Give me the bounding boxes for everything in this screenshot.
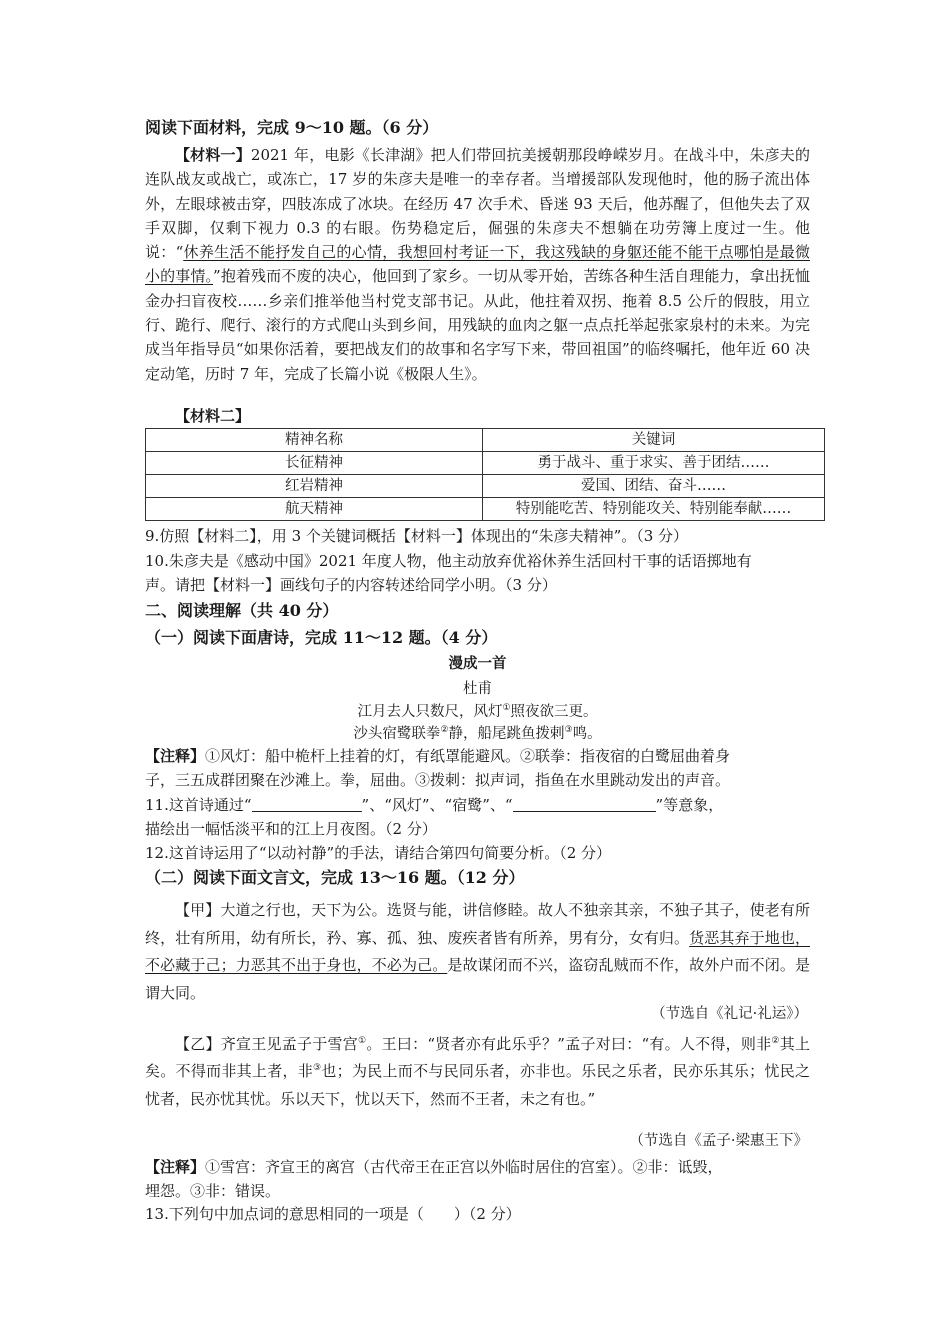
answer-blank[interactable]	[513, 796, 656, 812]
q9-10-heading: 阅读下面材料，完成 9～10 题。（6 分）	[145, 118, 439, 137]
material-1-label: 【材料一】	[175, 146, 251, 164]
table-row	[146, 475, 825, 498]
table-cell: 长征精神	[146, 452, 483, 475]
passage-jia-label: 【甲】	[175, 901, 221, 919]
poem-text: 鸣。	[572, 726, 602, 742]
table-row	[146, 452, 825, 475]
spirit-keyword-table	[145, 428, 825, 521]
notes-label: 【注释】	[145, 1158, 206, 1176]
classical-notes-line-1	[145, 1157, 723, 1177]
question-13: 13.下列句中加点词的意思相同的一项是（ ）（2 分）	[145, 1205, 521, 1223]
notes-label: 【注释】	[145, 747, 206, 765]
q11-text: ”、“风灯”、“宿鹭”、“	[361, 796, 513, 814]
q11-text: ”等意象，	[655, 796, 724, 814]
footnote-marker: ③	[313, 1063, 322, 1074]
material-1-underlined-sentence: 休养生活不能抒发自己的心情，我想回村考证一下，我这残缺的身躯还能不能干点哪怕是最微小的事情。	[145, 243, 810, 286]
poem-title: 漫成一首	[448, 655, 507, 672]
table-cell: 爱国、团结、奋斗……	[483, 475, 825, 498]
poem-text: 江月去人只数尺，风灯	[357, 704, 503, 720]
answer-blank[interactable]	[252, 796, 362, 812]
table-cell: 航天精神	[146, 498, 483, 521]
footnote-marker: ②	[440, 725, 449, 736]
question-11-line-1	[145, 795, 723, 815]
classical-notes-line-2: 埋怨。③非：错误。	[145, 1182, 281, 1200]
poem-text: 照夜欲三更。	[510, 704, 598, 720]
question-10-line-1: 10.朱彦夫是《感动中国》2021 年度人物，他主动放弃优裕休养生活回村干事的话语掷地有	[145, 552, 752, 570]
poem-notes-line-2: 子，三五成群团聚在沙滩上。拳，屈曲。③拨刺：拟声词，指鱼在水里跳动发出的声音。	[145, 771, 731, 789]
table-cell: 红岩精神	[146, 475, 483, 498]
classical-text-heading: （二）阅读下面文言文，完成 13～16 题。（12 分）	[145, 868, 525, 887]
poem-text: 静，船尾跳鱼拨剌	[448, 726, 565, 742]
notes-text: ①雪宫：齐宣王的离宫（古代帝王在正宫以外临时居住的宫室）。②非：诋毁，	[205, 1158, 723, 1176]
passage-yi-text: 。王曰：“贤者亦有此乐乎？”孟子对曰：“有。人不得，则非	[366, 1035, 772, 1053]
material-1-paragraph	[145, 143, 810, 386]
poem-text: 沙头宿鹭联拳	[353, 726, 441, 742]
material-1-text-a: 2021 年，电影《长津湖》把人们带回抗美援朝那段峥嵘岁月。在战斗中，朱彦夫的连队战友或战亡，或冻亡，17 岁的朱彦夫是唯一的幸存者。当增援部队发现他时，他的肠子流出体外，左眼球被击穿，四肢冻成了冰块。在经历 47 次手术、昏迷 93 天后，他苏醒了，但他失去了双手双脚，仅剩下视力 0.3 的右眼。伤势稳定后，倔强的朱彦夫不想躺在功劳簿上度过一生。他说：“	[145, 146, 810, 262]
passage-yi-text: 齐宣王见孟子于雪宫	[220, 1035, 359, 1053]
passage-jia-source: （节选自《礼记·礼运》）	[651, 1006, 808, 1022]
q11-text: 11.这首诗通过“	[145, 796, 252, 814]
question-9: 9.仿照【材料二】，用 3 个关键词概括【材料一】体现出的“朱彦夫精神”。（3 分）	[145, 527, 689, 545]
table-header-row	[146, 429, 825, 452]
passage-jia-underlined: 货恶其弃于地也，不必藏于己；力恶其不出于身也，不必为己。	[145, 928, 810, 975]
question-10-line-2: 声。请把【材料一】画线句子的内容转述给同学小明。（3 分）	[145, 576, 557, 594]
question-12: 12.这首诗运用了“以动衬静”的手法，请结合第四句简要分析。（2 分）	[145, 844, 612, 862]
passage-jia	[145, 897, 810, 1007]
table-row	[146, 498, 825, 521]
footnote-marker: ③	[564, 725, 573, 736]
poem-author: 杜甫	[463, 681, 492, 697]
table-header-cell: 精神名称	[146, 429, 483, 452]
material-2-label: 【材料二】	[175, 407, 251, 425]
table-header-cell: 关键词	[483, 429, 825, 452]
question-11-line-2: 描绘出一幅恬淡平和的江上月夜图。（2 分）	[145, 820, 437, 838]
passage-yi	[145, 1031, 810, 1113]
table-cell: 勇于战斗、重于求实、善于团结……	[483, 452, 825, 475]
poem-line-1	[145, 702, 810, 722]
passage-jia-text: 大道之行也，天下为公。选贤与能，讲信修睦。故人不独亲其亲，不独子其子，使老有所终，壮有所用，幼有所长，矜、寡、孤、独、废疾者皆有所养，男有分，女有归。	[145, 901, 810, 947]
poem-notes-line-1	[145, 746, 730, 766]
passage-yi-source: （节选自《孟子·梁惠王下》	[629, 1133, 808, 1149]
footnote-marker: ②	[771, 1036, 780, 1046]
poem-line-2	[145, 724, 810, 744]
passage-jia-text: 是故谋闭而不兴，盗窃乱贼而不作，故外户而不闭。是谓大同。	[145, 956, 810, 1002]
footnote-marker: ①	[358, 1036, 367, 1046]
poem-section-heading: （一）阅读下面唐诗，完成 11～12 题。（4 分）	[145, 628, 498, 647]
section-2-heading: 二、阅读理解（共 40 分）	[145, 601, 339, 620]
passage-yi-text: 其上矣。不得而非其上者，非	[145, 1035, 810, 1081]
notes-text: ①风灯：船中桅杆上挂着的灯，有纸罩能避风。②联拳：指夜宿的白鹭屈曲着身	[205, 747, 731, 765]
footnote-marker: ①	[502, 703, 511, 714]
passage-yi-label: 【乙】	[175, 1035, 221, 1053]
material-1-text-b: ”抱着残而不废的决心，他回到了家乡。一切从零开始，苦练各种生活自理能力，拿出抚恤金办扫盲夜校……乡亲们推举他当村党支部书记。从此，他拄着双拐、拖着 8.5 公斤的假肢，用立行、跪行、爬行、滚行的方式爬山头到乡间，用残缺的血肉之躯一点点托举起张家泉村的未来。为完成当年指导员“如果你活着，要把战友们的故事和名字写下来，带回祖国”的临终嘱托，他年近 60 决定动笔，历时 7 年，完成了长篇小说《极限人生》。	[145, 267, 810, 383]
passage-yi-text: 也；为民上而不与民同乐者，亦非也。乐民之乐者，民亦乐其乐；忧民之忧者，民亦忧其忧。乐以天下，忧以天下，然而不王者，未之有也。”	[145, 1062, 810, 1108]
table-cell: 特别能吃苦、特别能攻关、特别能奉献……	[483, 498, 825, 521]
